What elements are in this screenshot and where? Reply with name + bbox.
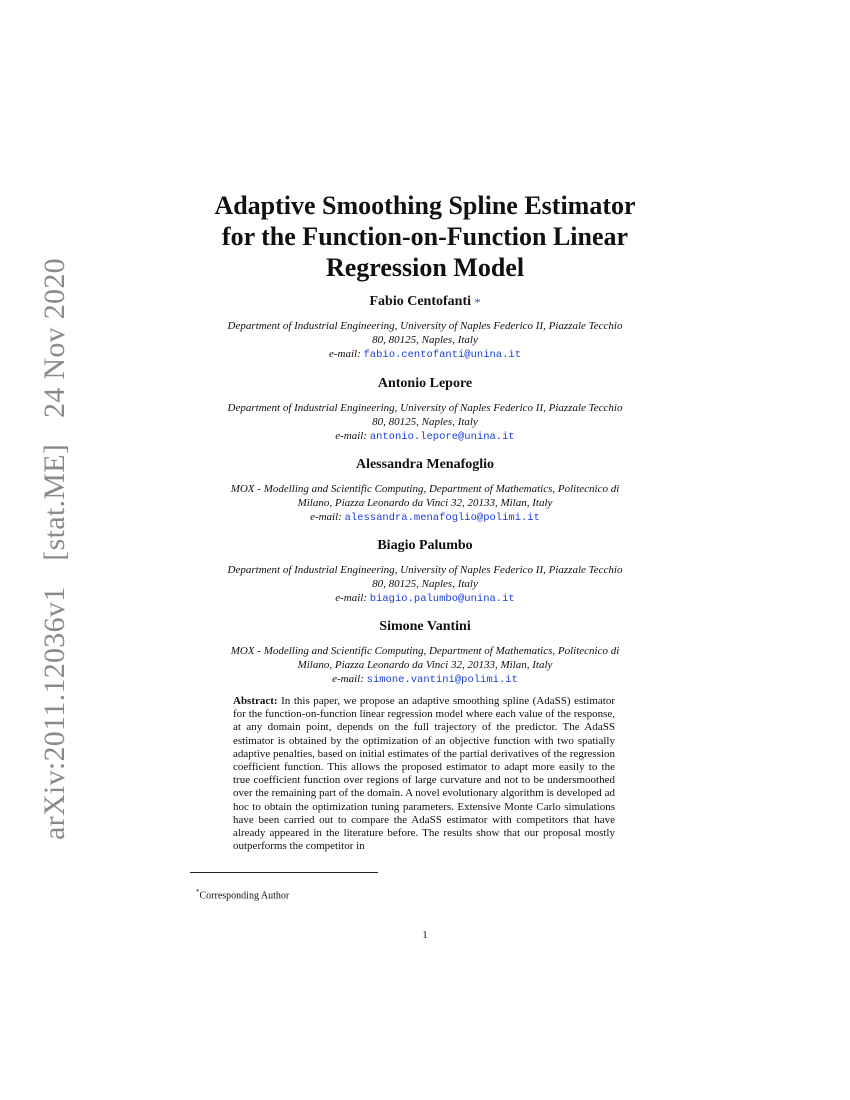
author-affiliation: Department of Industrial Engineering, University of Naples Federico II, Piazzale Tecchio 80, 80125, Naples, Italy (227, 320, 623, 346)
author-affiliation: Department of Industrial Engineering, University of Naples Federico II, Piazzale Tecchio 80, 80125, Naples, Italy (227, 402, 623, 428)
author-name: Antonio Lepore (377, 376, 473, 391)
title-line: Regression Model (325, 253, 525, 282)
arxiv-identifier-stamp (38, 240, 72, 840)
author-email-line: e-mail: alessandra.menafoglio@polimi.it (310, 511, 540, 524)
arxiv-date: 24 Nov 2020 (38, 258, 71, 419)
arxiv-id: arXiv:2011.12036v1 (38, 586, 71, 840)
corresponding-author-marker[interactable]: * (474, 295, 481, 309)
author-email-line: e-mail: simone.vantini@polimi.it (332, 673, 518, 686)
author-email-link[interactable]: alessandra.menafoglio@polimi.it (344, 512, 540, 524)
author-email-line: e-mail: fabio.centofanti@unina.it (328, 348, 522, 361)
author-email-link[interactable]: fabio.centofanti@unina.it (363, 349, 522, 361)
arxiv-category: [stat.ME] (38, 443, 71, 561)
paper-title (195, 190, 655, 283)
author-name: Biagio Palumbo (377, 538, 473, 553)
author-name: Fabio Centofanti * (369, 294, 481, 309)
author-email-link[interactable]: biagio.palumbo@unina.it (369, 593, 515, 605)
author-block (190, 293, 660, 362)
author-email-link[interactable]: antonio.lepore@unina.it (369, 431, 515, 443)
abstract-text: In this paper, we propose an adaptive smoothing spline (AdaSS) estimator for the function-on-function linear regression model where each value of the response, at any domain point, depends on the full trajectory of the predictor. The AdaSS estimator is obtained by the optimization of an objective function with two spatially adaptive penalties, based on initial estimates of the partial derivatives of the regression coefficient function. This allows the proposed estimator to adapt more easily to the true coefficient function over regions of large curvature and not to be undersmoothed over the remaining part of the domain. A novel evolutionary algorithm is developed ad hoc to obtain the optimization tuning parameters. Extensive Monte Carlo simulations have been carried out to compare the AdaSS estimator with competitors that have already appeared in the literature before. The results show that our proposal mostly outperforms the competitor in (233, 695, 616, 853)
author-affiliation: MOX - Modelling and Scientific Computing, Department of Mathematics, Politecnico di Milano, Piazza Leonardo da Vinci 32, 20133, Milan, Italy (230, 483, 620, 509)
footnote-marker: * (196, 888, 200, 896)
abstract-label: Abstract: (233, 695, 278, 707)
author-email-link[interactable]: simone.vantini@polimi.it (366, 674, 518, 686)
author-affiliation: Department of Industrial Engineering, University of Naples Federico II, Piazzale Tecchio 80, 80125, Naples, Italy (227, 564, 623, 590)
footnote-rule (190, 872, 378, 873)
footnote (196, 888, 289, 901)
author-affiliation: MOX - Modelling and Scientific Computing, Department of Mathematics, Politecnico di Milano, Piazza Leonardo da Vinci 32, 20133, Milan, Italy (230, 645, 620, 671)
abstract (233, 695, 615, 853)
title-line: Adaptive Smoothing Spline Estimator (214, 191, 636, 220)
page-number: 1 (422, 929, 428, 941)
author-block (190, 375, 660, 444)
author-block (190, 618, 660, 687)
footnote-text: Corresponding Author (199, 890, 290, 902)
author-email-line: e-mail: antonio.lepore@unina.it (335, 430, 515, 443)
title-line: for the Function-on-Function Linear (221, 222, 629, 251)
author-name: Alessandra Menafoglio (355, 457, 495, 472)
author-name: Simone Vantini (379, 619, 471, 634)
author-block (190, 537, 660, 606)
author-email-line: e-mail: biagio.palumbo@unina.it (335, 592, 515, 605)
author-block (190, 456, 660, 525)
